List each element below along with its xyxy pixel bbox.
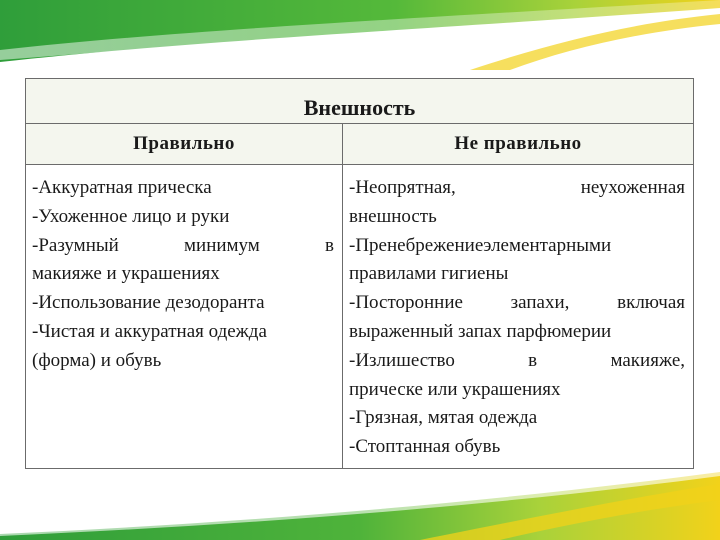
appearance-table bbox=[25, 78, 694, 469]
list-item: -Ухоженное лицо и руки bbox=[32, 205, 230, 227]
list-item: внешность bbox=[349, 205, 437, 227]
correct-list-cell bbox=[26, 165, 343, 469]
header-row bbox=[26, 124, 694, 165]
list-item: -Пренебрежениеэлементарными bbox=[349, 234, 612, 256]
list-item: прическе или украшениях bbox=[349, 378, 561, 400]
title-row bbox=[26, 79, 694, 124]
list-item: -Излишество в макияже, bbox=[349, 349, 686, 371]
list-item: макияже и украшениях bbox=[32, 263, 220, 285]
table-title: Внешность bbox=[26, 79, 694, 124]
list-item: -Чистая и аккуратная одежда bbox=[32, 320, 267, 342]
list-item: -Стоптанная обувь bbox=[349, 436, 501, 458]
list-item: -Посторонние запахи, включая bbox=[349, 292, 686, 314]
list-item: -Использование дезодоранта bbox=[32, 292, 265, 314]
top-decorative-swoosh bbox=[0, 0, 720, 70]
column-header-incorrect: Не правильно bbox=[343, 124, 694, 165]
column-header-correct: Правильно bbox=[26, 124, 343, 165]
content-row bbox=[26, 165, 694, 469]
bottom-decorative-swoosh bbox=[0, 470, 720, 540]
list-item: -Неопрятная, неухоженная bbox=[349, 177, 686, 198]
list-item: -Аккуратная прическа bbox=[32, 177, 212, 198]
list-item: выраженный запах парфюмерии bbox=[349, 320, 612, 342]
list-item: правилами гигиены bbox=[349, 263, 509, 285]
list-item: (форма) и обувь bbox=[32, 349, 162, 371]
list-item: -Разумный минимум в bbox=[32, 234, 334, 256]
list-item: -Грязная, мятая одежда bbox=[349, 407, 538, 429]
incorrect-list-cell bbox=[343, 165, 694, 469]
